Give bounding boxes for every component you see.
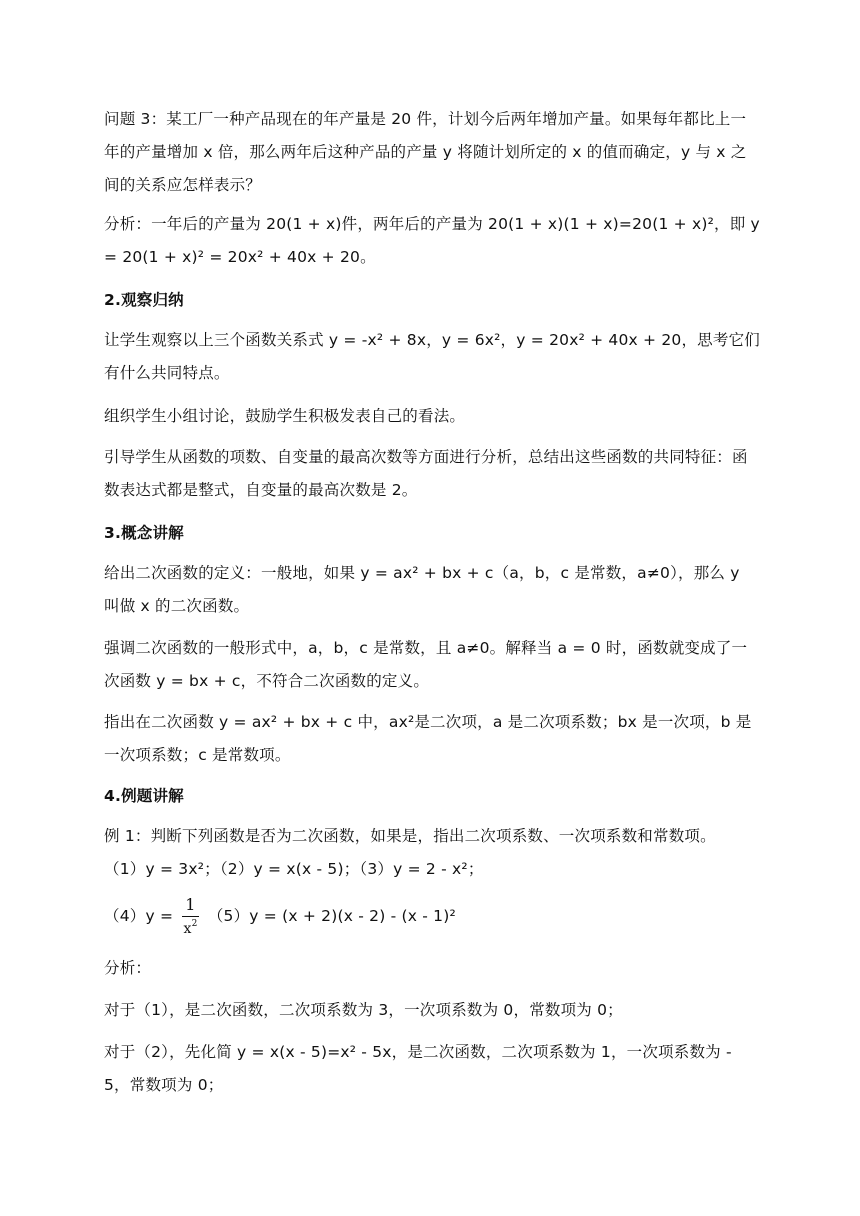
heading-examples: 4.例题讲解 (104, 787, 184, 805)
item-5: （5）y = (x + 2)(x - 2) - (x - 1)² (207, 907, 456, 925)
analysis-label: 分析： (104, 959, 152, 977)
problem-3-text: 问题 3：某工厂一种产品现在的年产量是 20 件，计划今后两年增加产量。如果每年都比上一年的产量增加 x 倍，那么两年后这种产品的产量 y 将随计划所定的 x 的值而确定，y 与 x 之间的关系应怎样表示？ (104, 110, 747, 194)
fraction-numerator: 1 (182, 897, 198, 917)
answer-item-1: 对于（1），是二次函数，二次项系数为 3，一次项系数为 0，常数项为 0； (104, 1001, 623, 1019)
guide-paragraph: 引导学生从函数的项数、自变量的最高次数等方面进行分析，总结出这些函数的共同特征：函数表达式都是整式，自变量的最高次数是 2。 (104, 448, 748, 499)
heading-concept-explanation: 3.概念讲解 (104, 524, 184, 542)
emphasis-paragraph: 强调二次函数的一般形式中，a，b，c 是常数，且 a≠0。解释当 a = 0 时，函数就变成了一次函数 y = bx + c，不符合二次函数的定义。 (104, 639, 748, 690)
definition-paragraph: 给出二次函数的定义：一般地，如果 y = ax² + bx + c（a，b，c 是常数，a≠0），那么 y 叫做 x 的二次函数。 (104, 564, 740, 615)
example-items-4-5 (104, 896, 760, 936)
fraction-denominator-exponent: 2 (191, 919, 198, 929)
observe-paragraph: 让学生观察以上三个函数关系式 y = -x² + 8x，y = 6x²，y = 20x² + 40x + 20，思考它们有什么共同特点。 (104, 331, 760, 382)
example-1-statement: 例 1：判断下列函数是否为二次函数，如果是，指出二次项系数、一次项系数和常数项。 (104, 827, 716, 845)
terms-paragraph: 指出在二次函数 y = ax² + bx + c 中，ax²是二次项，a 是二次项系数；bx 是一次项，b 是一次项系数；c 是常数项。 (104, 713, 752, 764)
problem-3-analysis: 分析：一年后的产量为 20(1 + x)件，两年后的产量为 20(1 + x)(1 + x)=20(1 + x)²，即 y = 20(1 + x)² = 20x² + 40x + 20。 (104, 215, 760, 266)
heading-observe-summarize: 2.观察归纳 (104, 291, 184, 309)
fraction-one-over-x-squared (182, 897, 198, 936)
answer-item-2: 对于（2），先化简 y = x(x - 5)=x² - 5x，是二次函数，二次项系数为 1，一次项系数为 - 5，常数项为 0； (104, 1043, 732, 1094)
fraction-denominator (182, 917, 198, 936)
group-discussion-paragraph: 组织学生小组讨论，鼓励学生积极发表自己的看法。 (104, 407, 466, 425)
item-4-prefix: （4）y = (104, 907, 174, 925)
example-items-1-3: （1）y = 3x²；（2）y = x(x - 5)；（3）y = 2 - x²； (104, 860, 484, 878)
fraction-denominator-base: x (183, 921, 192, 937)
